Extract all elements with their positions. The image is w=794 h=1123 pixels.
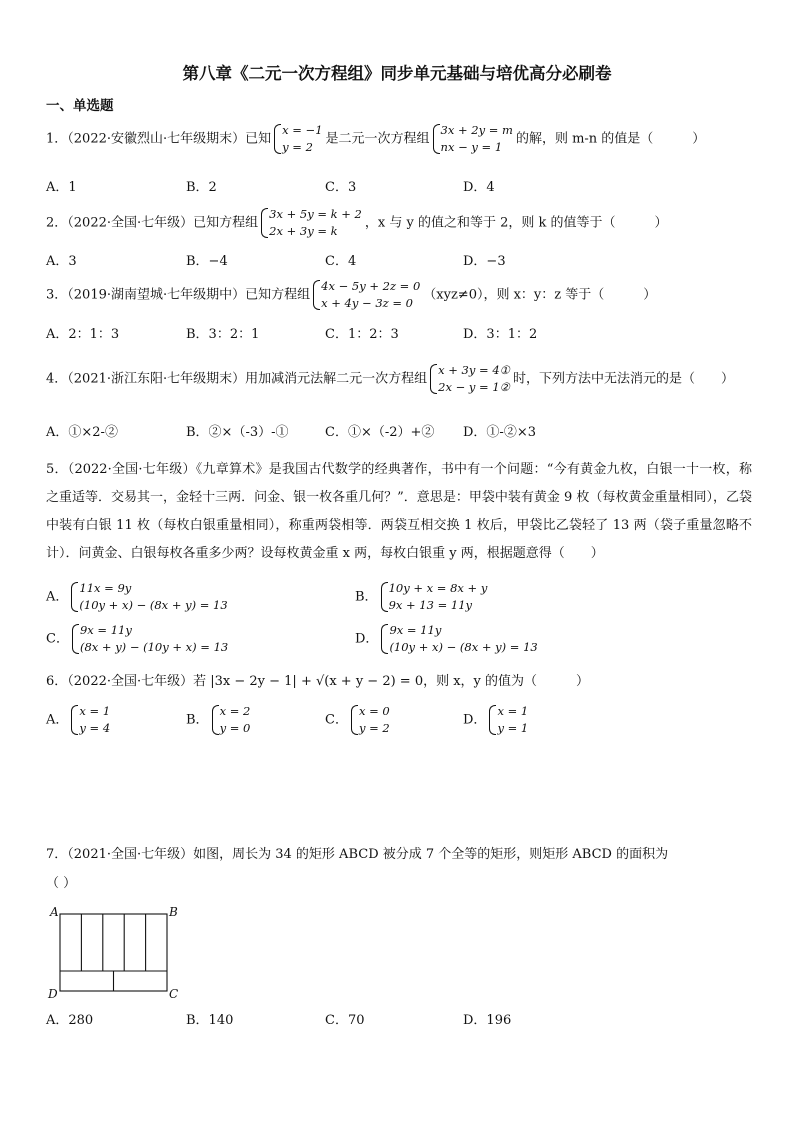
q7-option-d[interactable]: D．196 [463, 1013, 512, 1028]
q2-eq2: 2x + 3y = k [269, 224, 338, 238]
q3-suffix: （xyz≠0），则 x：y：z 等于（ ） [423, 287, 657, 303]
vertex-a: A [50, 905, 59, 919]
q5-a-label: A． [46, 589, 69, 605]
q3-eq2: x + 4y − 3z = 0 [321, 296, 413, 310]
q4-eq2: 2x − y = 1② [438, 380, 510, 394]
q6-b-system [212, 703, 251, 737]
q1-sysA-eq2: y = 2 [282, 140, 313, 154]
q5-option-b[interactable] [355, 580, 490, 614]
q5-c-label: C． [46, 631, 69, 647]
q3-option-c[interactable]: C．1：2：3 [325, 327, 399, 342]
q5-d-eq2: (10y + x) − (8x + y) = 13 [389, 640, 538, 654]
q6-c-eq2: y = 2 [358, 721, 390, 735]
q4-equation-system [430, 362, 510, 396]
q1-option-c[interactable]: C．3 [325, 180, 357, 195]
q7-option-c[interactable]: C．70 [325, 1013, 365, 1028]
q2-option-d[interactable]: D．−3 [463, 254, 506, 269]
q5-a-system [71, 580, 227, 614]
q4-eq1: x + 3y = 4① [438, 363, 510, 377]
q1-sysB-eq1: 3x + 2y = m [440, 123, 513, 137]
section-heading: 一、单选题 [46, 98, 114, 114]
q5-d-system [381, 622, 537, 656]
question-5: 5．（2022·全国·七年级）《九章算术》是我国古代数学的经典著作，书中有一个问题：“今有黄金九枚，白银一十一枚，称之重适等．交易其一，金轻十三两．问金、银一枚各重几何？”．意思是：甲袋中装有黄金 9 枚（每枚黄金重量相同），乙袋中装有白银 11 枚（每枚白银重量相同），称重两袋相等．两袋互相交换 1 枚后，甲袋比乙袋轻了 13 两（袋子重量忽略不计）．问黄金、白银每枚各重多少两？设每枚黄金重 x 两，每枚白银重 y 两，根据题意得（ ） [46, 462, 752, 561]
q4-suffix: 时，下列方法中无法消元的是（ ） [512, 371, 734, 387]
q1-prefix: 1．（2022·安徽烈山·七年级期末）已知 [46, 131, 272, 147]
q4-option-b[interactable]: B．②×（-3）-① [186, 425, 289, 440]
q6-a-system [71, 703, 110, 737]
q5-option-a[interactable] [46, 580, 231, 614]
q5-c-eq1: 9x = 11y [79, 623, 132, 637]
q5-a-eq2: (10y + x) − (8x + y) = 13 [79, 598, 228, 612]
q5-option-c[interactable] [46, 622, 231, 656]
q1-equation-system [433, 122, 513, 156]
q6-b-eq1: x = 2 [219, 704, 251, 718]
q6-d-label: D． [463, 712, 487, 728]
q6-a-eq1: x = 1 [79, 704, 111, 718]
q5-a-eq1: 11x = 9y [79, 581, 132, 595]
q6-c-label: C． [325, 712, 348, 728]
vertex-d: D [48, 987, 58, 1001]
q6-option-b[interactable] [186, 703, 253, 737]
page-title: 第八章《二元一次方程组》同步单元基础与培优高分必刷卷 [182, 64, 612, 83]
q5-option-d[interactable] [355, 622, 541, 656]
q6-c-eq1: x = 0 [358, 704, 390, 718]
q2-option-a[interactable]: A．3 [46, 254, 77, 269]
q6-a-label: A． [46, 712, 69, 728]
q5-b-eq1: 10y + x = 8x + y [388, 581, 488, 595]
q6-b-eq2: y = 0 [219, 721, 251, 735]
q6-c-system [351, 703, 390, 737]
q4-option-a[interactable]: A．①×2-② [46, 425, 118, 440]
q6-b-label: B． [186, 712, 209, 728]
question-3 [46, 278, 656, 312]
q6-option-a[interactable] [46, 703, 113, 737]
q2-option-c[interactable]: C．4 [325, 254, 357, 269]
q2-equation-system [261, 206, 362, 240]
q6-option-d[interactable] [463, 703, 531, 737]
q3-option-a[interactable]: A．2：1：3 [46, 327, 120, 342]
q1-option-a[interactable]: A．1 [46, 180, 77, 195]
question-7-answer-blank: （ ） [46, 876, 77, 891]
q5-d-eq1: 9x = 11y [389, 623, 442, 637]
vertex-c: C [169, 987, 179, 1001]
question-4 [46, 362, 734, 396]
question-7: 7．（2021·全国·七年级）如图，周长为 34 的矩形 ABCD 被分成 7 个全等的矩形，则矩形 ABCD 的面积为 [46, 847, 669, 862]
q1-solution-system [274, 122, 322, 156]
q3-option-b[interactable]: B．3：2：1 [186, 327, 260, 342]
q5-b-system [381, 580, 488, 614]
q5-c-system [72, 622, 228, 656]
question-1 [46, 122, 705, 156]
q1-option-b[interactable]: B．2 [186, 180, 217, 195]
q2-prefix: 2．（2022·全国·七年级）已知方程组 [46, 215, 259, 231]
q7-option-a[interactable]: A．280 [46, 1013, 94, 1028]
q5-c-eq2: (8x + y) − (10y + x) = 13 [79, 640, 229, 654]
q6-d-eq2: y = 1 [497, 721, 529, 735]
q6-a-eq2: y = 4 [79, 721, 111, 735]
q3-prefix: 3．（2019·湖南望城·七年级期中）已知方程组 [46, 287, 311, 303]
q2-eq1: 3x + 5y = k + 2 [269, 207, 362, 221]
q6-d-eq1: x = 1 [497, 704, 529, 718]
q1-option-d[interactable]: D．4 [463, 180, 495, 195]
q3-option-d[interactable]: D．3：1：2 [463, 327, 538, 342]
q3-eq1: 4x − 5y + 2z = 0 [321, 279, 421, 293]
q1-suffix: 的解，则 m-n 的值是（ ） [515, 131, 706, 147]
q5-d-label: D． [355, 631, 379, 647]
q3-equation-system [313, 278, 420, 312]
q1-sysA-eq1: x = −1 [282, 123, 323, 137]
q1-sysB-eq2: nx − y = 1 [440, 140, 503, 154]
q2-option-b[interactable]: B．−4 [186, 254, 228, 269]
q6-option-c[interactable] [325, 703, 393, 737]
q5-b-label: B． [355, 589, 378, 605]
q7-option-b[interactable]: B．140 [186, 1013, 234, 1028]
vertex-b: B [169, 905, 178, 919]
q6-d-system [489, 703, 528, 737]
rectangle-figure [44, 905, 194, 1005]
q4-prefix: 4．（2021·浙江东阳·七年级期末）用加减消元法解二元一次方程组 [46, 371, 428, 387]
q2-suffix: ，x 与 y 的值之和等于 2，则 k 的值等于（ ） [364, 215, 668, 231]
q4-option-d[interactable]: D．①-②×3 [463, 425, 536, 440]
q1-mid: 是二元一次方程组 [325, 131, 430, 147]
q5-b-eq2: 9x + 13 = 11y [388, 598, 473, 612]
question-2 [46, 206, 668, 240]
q4-option-c[interactable]: C．①×（-2）+② [325, 425, 435, 440]
question-6: 6．（2022·全国·七年级）若 |3x − 2y − 1| + √(x + y − 2) = 0，则 x，y 的值为（ ） [46, 674, 590, 689]
